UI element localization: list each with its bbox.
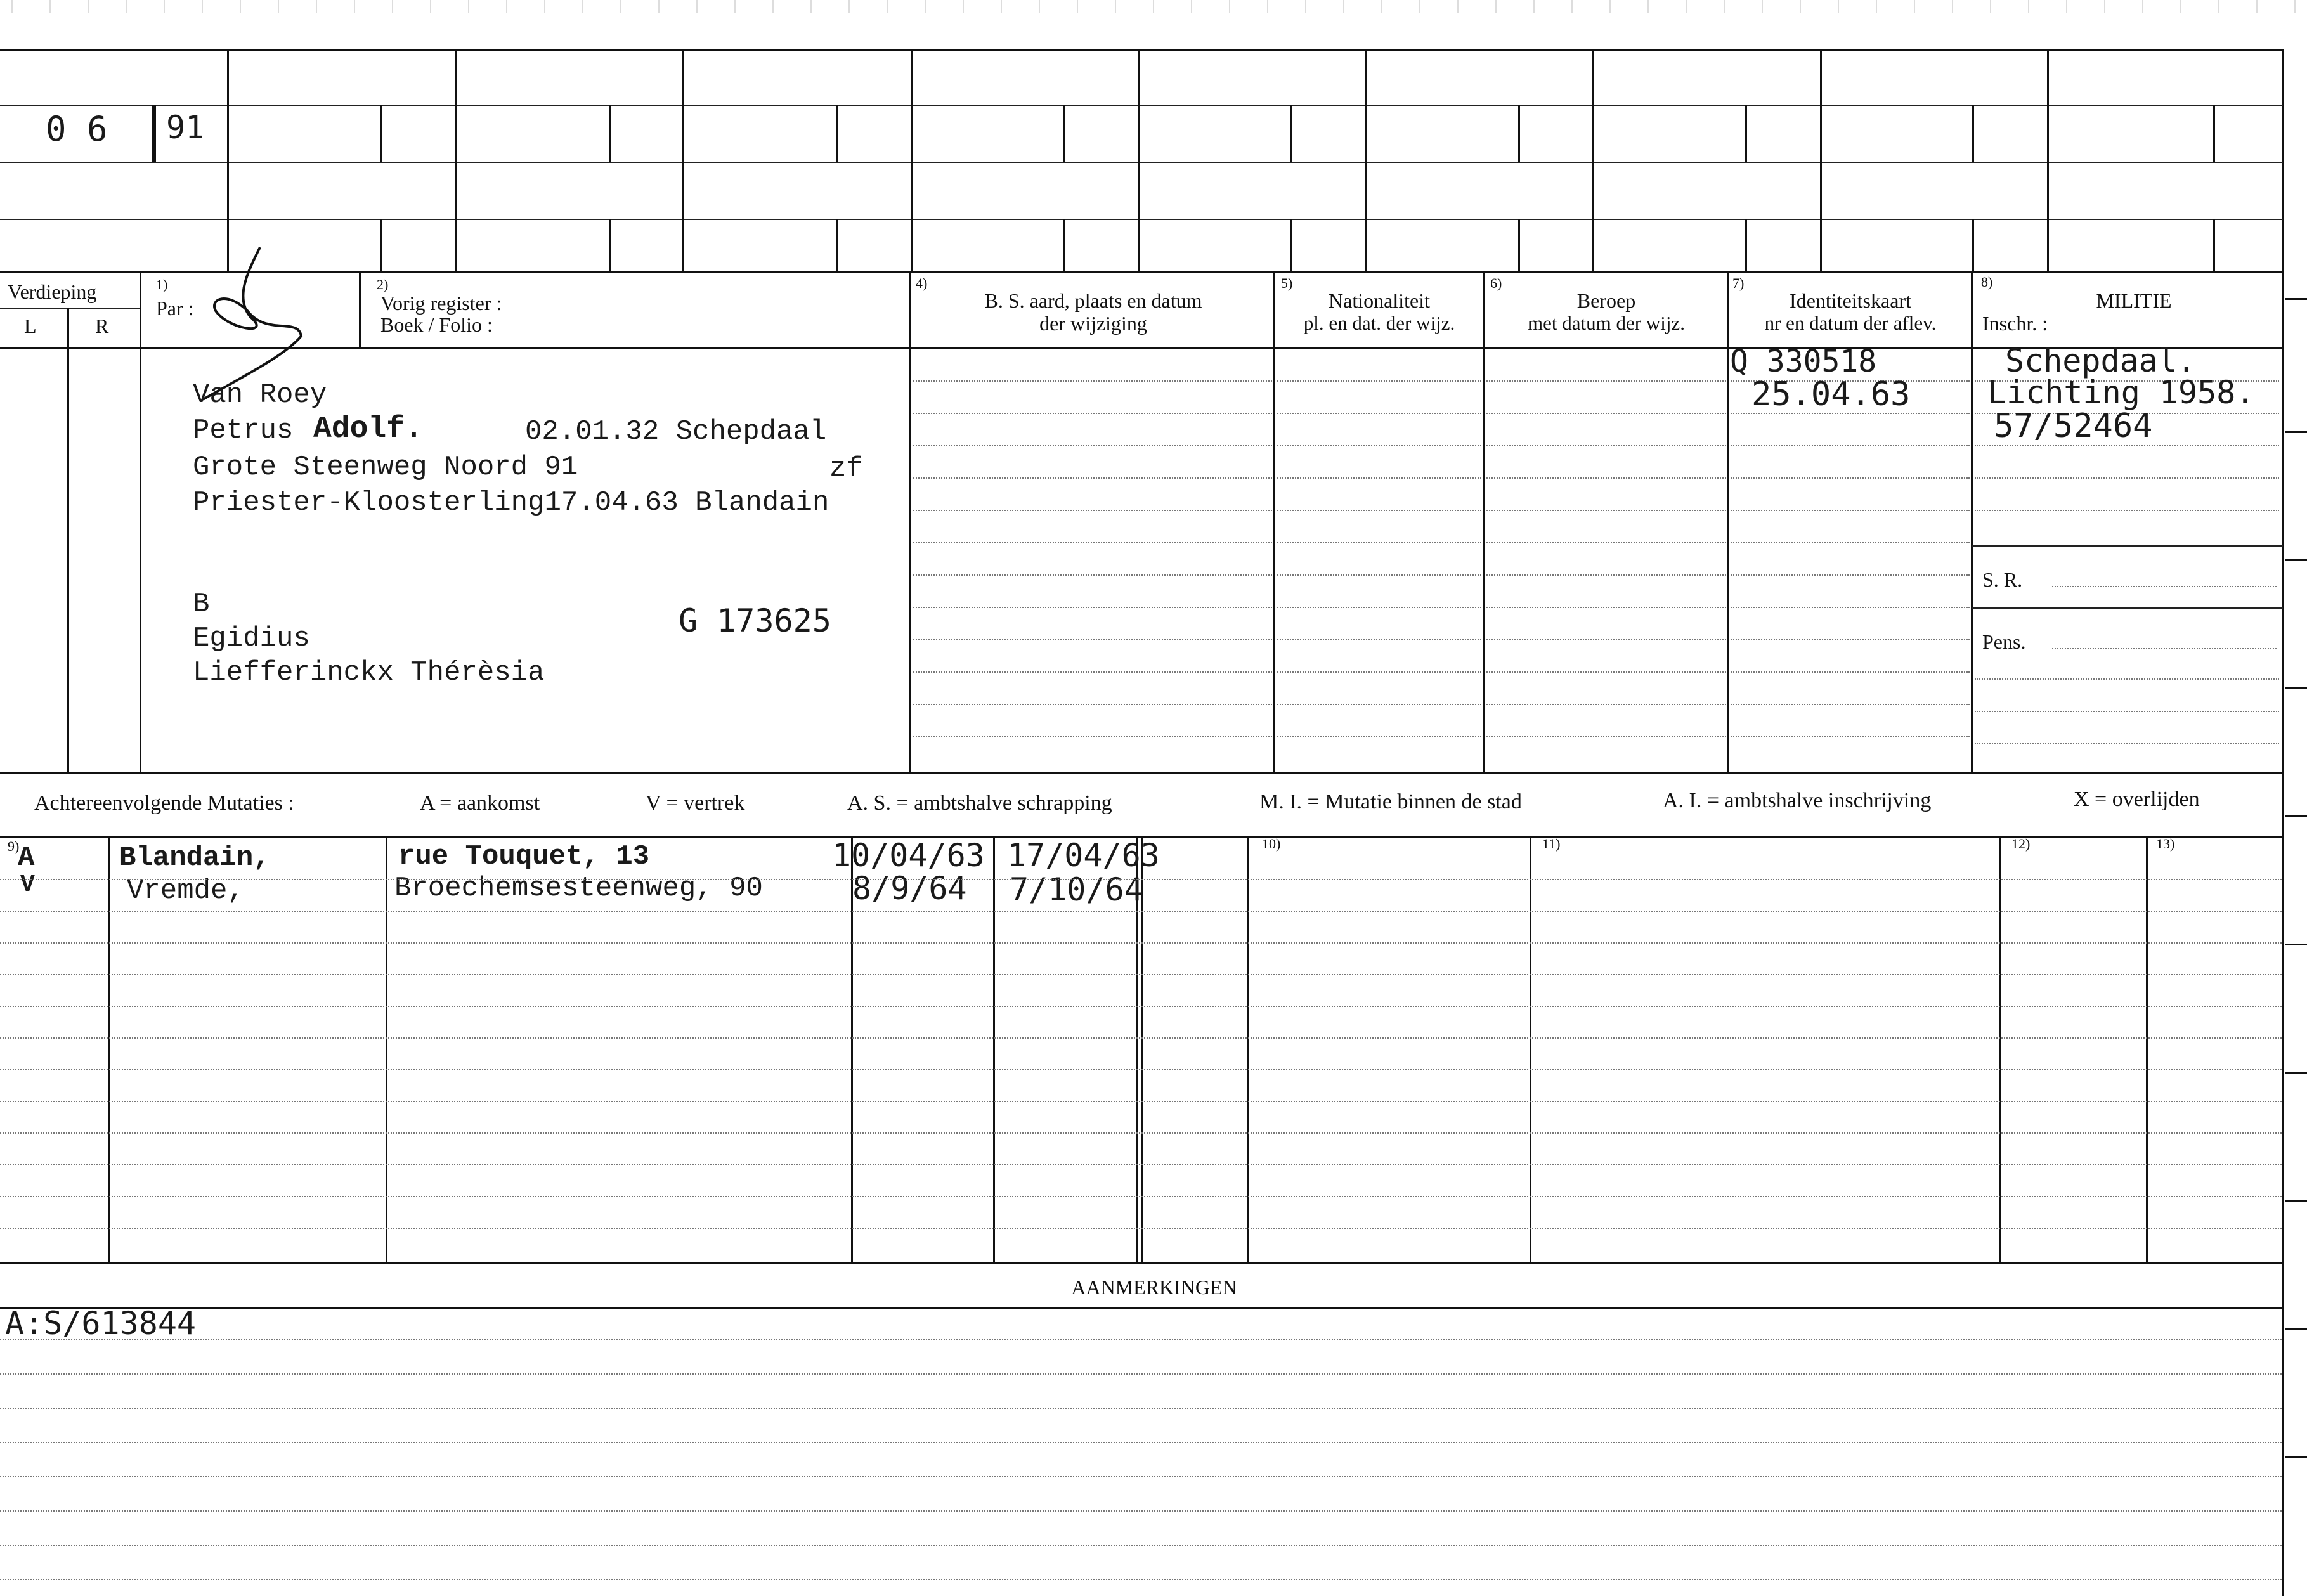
ruling-line (0, 1006, 2282, 1007)
mother-name: Liefferinckx Thérèsia (193, 657, 545, 689)
nationaliteit-header: Nationaliteit (1329, 289, 1430, 312)
surname: Van Roey (193, 379, 327, 411)
beroep-header: Beroep (1576, 289, 1636, 312)
ruling-line (0, 1476, 2282, 1477)
top-grid-sub (1972, 219, 1974, 271)
ruling-line (1975, 445, 2279, 446)
col5-number: 5) (1281, 275, 1293, 291)
mut-col (386, 836, 387, 1262)
ruling-line (913, 736, 1272, 737)
ruling-line (1731, 445, 1970, 446)
ruling-line (1277, 671, 1481, 673)
father-name: Egidius (193, 623, 310, 654)
ruling-line (1486, 574, 1726, 576)
margin-tick (2285, 431, 2307, 433)
top-grid-sub (154, 105, 156, 162)
col-divider-l-r (67, 308, 69, 772)
ruling-line (0, 1196, 2282, 1197)
ruling-line (1486, 736, 1726, 737)
mutation-street: rue Touquet, 13 (398, 841, 650, 873)
legend-ambtshalve-schrapping: A. S. = ambtshalve schrapping (847, 791, 1112, 815)
ruling-line (1486, 704, 1726, 705)
firstname-bold: Adolf. (313, 412, 423, 446)
main-header-bottom (0, 347, 2283, 349)
top-grid-sub (609, 219, 611, 271)
ruling-line (0, 879, 2282, 880)
ruling-line (913, 607, 1272, 608)
ruling-line (0, 1037, 2282, 1039)
verdieping-l-label: L (24, 315, 37, 337)
margin-tick (2285, 944, 2307, 945)
legend-aankomst: A = aankomst (420, 791, 540, 815)
top-grid-sub (1290, 219, 1292, 271)
margin-tick (2285, 298, 2307, 300)
ruling-line (0, 1545, 2282, 1546)
verdieping-divider (0, 308, 140, 309)
top-grid-sub (380, 219, 382, 271)
boek-folio-label: Boek / Folio : (380, 313, 493, 336)
ruling-line (1731, 510, 1970, 511)
ruling-line (1277, 477, 1481, 479)
top-grid-sub (1290, 105, 1292, 162)
ruling-line (913, 477, 1272, 479)
ruling-line (1486, 413, 1726, 414)
margin-tick (2285, 815, 2307, 817)
status-b: B (193, 588, 210, 620)
ruling-line (0, 942, 2282, 944)
ruling-line (1731, 477, 1970, 479)
militie-divider (1972, 545, 2283, 547)
mutation-date1: 10/04/63 (832, 837, 985, 874)
top-grid-col (682, 49, 684, 271)
verdieping-label: Verdieping (8, 280, 97, 303)
militie-place: Schepdaal. (2005, 342, 2197, 379)
mutation-date2: 7/10/64 (1010, 871, 1143, 908)
par-label: Par : (156, 297, 194, 320)
mut-col12-num: 12) (2011, 836, 2031, 852)
ruling-line (1975, 510, 2279, 511)
top-grid-sub (1745, 105, 1747, 162)
aanmerkingen-title: AANMERKINGEN (1071, 1276, 1237, 1299)
ruling-line (1486, 380, 1726, 382)
ruling-line (913, 413, 1272, 414)
mutaties-title: Achtereenvolgende Mutaties : (34, 791, 294, 815)
ruling-line (1975, 678, 2279, 680)
ruling-line (0, 974, 2282, 975)
ruling-line (913, 445, 1272, 446)
ruling-line (1975, 477, 2279, 479)
remarks-entry: A:S/613844 (5, 1305, 197, 1342)
vorig-register-label: Vorig register : (380, 292, 502, 315)
ruling-line (1486, 445, 1726, 446)
top-grid-sub (1972, 105, 1974, 162)
id-card-date: 25.04.63 (1751, 375, 1911, 413)
ruling-line (913, 671, 1272, 673)
top-border (0, 49, 2283, 51)
id-card-number: Q 330518 (1730, 344, 1877, 379)
beroep-sub: met datum der wijz. (1528, 312, 1685, 334)
militie-number: 57/52464 (1994, 407, 2153, 445)
occupation-line: Priester-Kloosterling17.04.63 Blandain (193, 487, 829, 519)
col-divider-8 (1971, 271, 1973, 772)
top-grid-sub (836, 105, 838, 162)
top-grid-col (455, 49, 457, 271)
top-grid-col (227, 49, 229, 271)
ruling-line (1731, 574, 1970, 576)
col-divider-par (359, 271, 361, 347)
bs-header-line1: B. S. aard, plaats en datum (984, 289, 1202, 312)
ruling-line (0, 1164, 2282, 1165)
verdieping-r-label: R (95, 315, 109, 337)
identiteitskaart-sub: nr en datum der aflev. (1764, 312, 1937, 334)
mutation-type: A (18, 842, 35, 874)
col7-number: 7) (1732, 275, 1745, 291)
top-grid-col (2047, 49, 2049, 271)
margin-tick (2285, 1072, 2307, 1074)
ruling-line (1277, 380, 1481, 382)
top-grid-col (911, 49, 913, 271)
col2-number: 2) (377, 276, 389, 292)
scan-noise (0, 0, 2307, 13)
ruling-line (0, 1069, 2282, 1070)
ruling-line (0, 911, 2282, 912)
top-grid-col (1138, 49, 1140, 271)
legend-overlijden: X = overlijden (2074, 788, 2200, 811)
top-grid-sub (2213, 219, 2215, 271)
ruling-line (1277, 445, 1481, 446)
zf-mark: zf (829, 453, 863, 484)
ruling-line (1277, 542, 1481, 543)
ruling-line (913, 380, 1272, 382)
mut-col13-num: 13) (2156, 836, 2175, 852)
top-grid-col (1365, 49, 1367, 271)
mut-col (1999, 836, 2001, 1262)
ruling-line (1731, 704, 1970, 705)
top-grid-row-1 (0, 105, 2283, 106)
top-grid-bottom (0, 271, 2283, 273)
top-grid-sub (1745, 219, 1747, 271)
register-code-a: 0 6 (46, 109, 108, 149)
ruling-line (0, 1101, 2282, 1102)
ruling-line (0, 1442, 2282, 1443)
ruling-line (1486, 510, 1726, 511)
ruling-line (0, 1228, 2282, 1229)
pens-label: Pens. (1982, 630, 2026, 653)
ruling-line (1975, 711, 2279, 712)
bs-header-line2: der wijziging (1039, 312, 1147, 335)
margin-tick (2285, 687, 2307, 689)
ruling-line (913, 704, 1272, 705)
mut-col9-num: 9) (8, 838, 20, 854)
birth-date-place: 02.01.32 Schepdaal (525, 416, 827, 448)
ruling-line (1486, 542, 1726, 543)
ruling-line (1731, 639, 1970, 640)
top-grid-sub (836, 219, 838, 271)
nationaliteit-sub: pl. en dat. der wijz. (1303, 312, 1455, 334)
main-section-bottom (0, 772, 2283, 774)
top-grid-col (1820, 49, 1822, 271)
ruling-line (0, 1510, 2282, 1512)
top-grid-sub (2213, 105, 2215, 162)
mutation-date1: 8/9/64 (852, 870, 967, 907)
col-divider-4 (909, 271, 911, 772)
reference-number: G 173625 (679, 602, 831, 639)
col-divider-6 (1483, 271, 1485, 772)
margin-tick (2285, 1328, 2307, 1330)
col6-number: 6) (1490, 275, 1502, 291)
ruling-line (1277, 510, 1481, 511)
inschr-label: Inschr. : (1982, 312, 2048, 335)
col4-number: 4) (916, 275, 928, 291)
mutation-place: Blandain, (119, 842, 270, 874)
ruling-line (913, 510, 1272, 511)
col1-number: 1) (156, 276, 168, 292)
ruling-line (1277, 639, 1481, 640)
ruling-line (1486, 477, 1726, 479)
pens-dots (2052, 648, 2277, 649)
mutation-place: Vremde, (127, 875, 244, 907)
top-grid-sub (1063, 219, 1065, 271)
col-divider-verdieping (140, 271, 141, 772)
mutation-street: Broechemsesteenweg, 90 (394, 873, 763, 904)
identiteitskaart-header: Identiteitskaart (1790, 289, 1911, 312)
mut-col (108, 836, 110, 1262)
militie-header: MILITIE (2096, 289, 2172, 312)
address: Grote Steenweg Noord 91 (193, 451, 578, 483)
aanmerkingen-line (0, 1307, 2283, 1309)
margin-tick (2285, 1200, 2307, 1202)
sr-label: S. R. (1982, 568, 2023, 591)
register-code-b: 91 (166, 109, 205, 146)
ruling-line (1486, 607, 1726, 608)
mut-col (1247, 836, 1249, 1262)
top-grid-sub (1063, 105, 1065, 162)
margin-tick (2285, 559, 2307, 561)
firstnames: Petrus (193, 415, 294, 446)
ruling-line (1277, 704, 1481, 705)
ruling-line (1277, 574, 1481, 576)
ruling-line (0, 1132, 2282, 1134)
ruling-line (1486, 671, 1726, 673)
sr-dots (2052, 586, 2277, 587)
right-border (2282, 49, 2284, 1596)
ruling-line (1731, 542, 1970, 543)
mut-col (1530, 836, 1531, 1262)
ruling-line (913, 574, 1272, 576)
top-grid-col (1592, 49, 1594, 271)
mut-col10-num: 10) (1262, 836, 1281, 852)
ruling-line (1277, 607, 1481, 608)
mutation-date2: 17/04/63 (1007, 837, 1160, 874)
ruling-line (913, 639, 1272, 640)
mut-col11-num: 11) (1542, 836, 1561, 852)
top-grid-sub (609, 105, 611, 162)
legend-ambtshalve-inschrijving: A. I. = ambtshalve inschrijving (1663, 789, 1932, 812)
col8-number: 8) (1981, 274, 1993, 290)
top-grid-row-2 (0, 162, 2283, 163)
ruling-line (1731, 736, 1970, 737)
mutation-type: V (20, 871, 35, 899)
col-divider-7 (1727, 271, 1729, 772)
mut-col (993, 836, 995, 1262)
ruling-line (1731, 607, 1970, 608)
ruling-line (1975, 743, 2279, 744)
ruling-line (913, 542, 1272, 543)
ruling-line (0, 1373, 2282, 1375)
top-grid-sub (1518, 105, 1520, 162)
mutations-bottom (0, 1262, 2283, 1264)
mut-col (2146, 836, 2148, 1262)
ruling-line (0, 1339, 2282, 1340)
militie-divider-2 (1972, 607, 2283, 609)
ruling-line (1277, 413, 1481, 414)
legend-mutatie-stad: M. I. = Mutatie binnen de stad (1259, 790, 1522, 814)
margin-tick (2285, 1456, 2307, 1458)
ruling-line (1277, 736, 1481, 737)
top-grid-row-3 (0, 219, 2283, 220)
legend-vertrek: V = vertrek (646, 791, 745, 815)
ruling-line (0, 1579, 2282, 1580)
top-grid-sub (1518, 219, 1520, 271)
ruling-line (1731, 671, 1970, 673)
top-grid-sub (380, 105, 382, 162)
ruling-line (1486, 639, 1726, 640)
militie-lichting: Lichting 1958. (1987, 374, 2255, 411)
col-divider-5 (1273, 271, 1275, 772)
ruling-line (0, 1408, 2282, 1409)
